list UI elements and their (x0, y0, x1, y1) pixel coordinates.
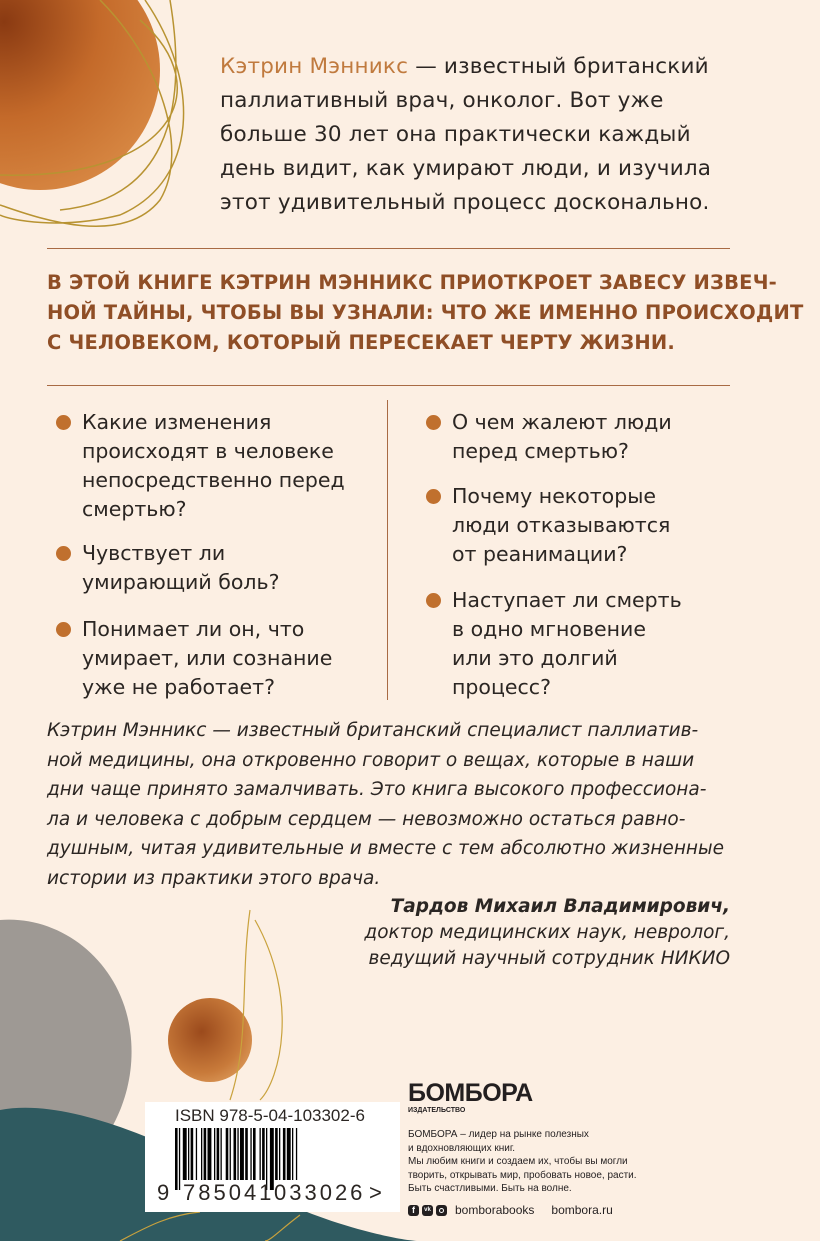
reviewer-title: ведущий научный сотрудник НИКИО (368, 948, 730, 969)
question-line: умирающий боль? (82, 570, 280, 594)
publisher-text: творить, открывать мир, пробовать новое, расти. (408, 1169, 637, 1181)
barcode-bar (179, 1128, 180, 1190)
barcode-bar (253, 1128, 256, 1180)
question-line: Какие изменения (82, 410, 272, 434)
question-line: перед смертью? (452, 439, 629, 463)
review-quote (47, 716, 724, 894)
barcode-bar (191, 1128, 194, 1180)
publisher-block (408, 1080, 637, 1217)
bullet-icon (56, 415, 71, 430)
question-line: люди отказываются (452, 513, 671, 537)
quote-line: дни чаще принято замалчивать. Это книга высокого профессиона- (47, 779, 707, 801)
question-item (452, 482, 670, 569)
barcode-bar (175, 1128, 178, 1190)
barcode-bar (208, 1128, 212, 1180)
barcode-bar (240, 1128, 244, 1180)
question-line: умирает, или сознание (82, 646, 333, 670)
barcode-digits: 785041 (183, 1180, 275, 1205)
barcode-bar (292, 1128, 293, 1180)
barcode-bar (287, 1128, 291, 1180)
question-line: смертью? (82, 497, 187, 521)
orange-watercolor-blob (0, 0, 160, 190)
question-line: уже не работает? (82, 675, 275, 699)
question-line: Наступает ли смерть (452, 588, 682, 612)
question-item (452, 408, 672, 466)
barcode-bar (183, 1128, 187, 1180)
barcode-bar (188, 1128, 189, 1180)
intro-line: больше 30 лет она практически каждый (220, 122, 691, 147)
lead-line: В ЭТОЙ КНИГЕ КЭТРИН МЭННИКС ПРИОТКРОЕТ ЗАВЕСУ ИЗВЕЧ- (47, 271, 777, 294)
barcode-bar (260, 1128, 261, 1180)
question-line: или это долгий (452, 646, 618, 670)
website-link[interactable]: bombora.ru (551, 1202, 613, 1217)
bullet-icon (426, 489, 441, 504)
question-line: О чем жалеют люди (452, 410, 672, 434)
question-line: происходят в человеке (82, 439, 334, 463)
divider (47, 385, 730, 386)
question-line: процесс? (452, 675, 551, 699)
barcode-bar (237, 1128, 238, 1180)
quote-line: ной медицины, она откровенно говорит о вещах, которые в наши (47, 749, 695, 771)
author-intro (220, 50, 711, 220)
social-handle[interactable]: bomborabooks (455, 1202, 535, 1217)
lead-line: С ЧЕЛОВЕКОМ, КОТОРЫЙ ПЕРЕСЕКАЕТ ЧЕРТУ ЖИЗНИ. (47, 331, 675, 354)
question-item (452, 586, 682, 702)
bullet-icon (56, 546, 71, 561)
publisher-text: и вдохновляющих книг. (408, 1142, 516, 1154)
quote-line: Кэтрин Мэнникс — известный британский специалист паллиатив- (47, 720, 699, 741)
intro-line: день видит, как умирают люди, и изучила (220, 156, 712, 181)
barcode-bar (234, 1128, 237, 1180)
quote-line: душным, читая удивительные и вместе с тем абсолютно жизненные (47, 838, 724, 860)
quote-line: ла и человека с добрым сердцем — невозможно остаться равно- (47, 808, 686, 830)
question-line: от реанимации? (452, 542, 628, 566)
publisher-logo: БОМБОРА (408, 1079, 533, 1107)
facebook-icon[interactable]: f (408, 1205, 419, 1216)
quote-line: истории из практики этого врача. (47, 867, 381, 889)
barcode-digits: 033026 (274, 1180, 366, 1205)
bullet-icon (426, 415, 441, 430)
question-line: Понимает ли он, что (82, 617, 305, 641)
barcode-bar (226, 1128, 229, 1180)
barcode-bar (275, 1128, 278, 1180)
publisher-text: Мы любим книги и создаем их, чтобы вы могли (408, 1156, 628, 1167)
barcode-bar (230, 1128, 231, 1180)
barcode-bar (201, 1128, 202, 1180)
barcode-bar (196, 1128, 197, 1180)
question-line: Почему некоторые (452, 484, 657, 508)
column-divider (387, 400, 388, 700)
barcode-digit: 9 (157, 1180, 173, 1205)
question-item (82, 408, 345, 524)
publisher-text: Быть счастливыми. Быть на волне. (408, 1183, 572, 1194)
intro-line: этот удивительный процесс досконально. (220, 190, 710, 215)
barcode-bar (204, 1128, 207, 1180)
barcode-bar (250, 1128, 251, 1180)
barcode-arrow: > (369, 1180, 385, 1205)
barcode-bar (262, 1128, 265, 1180)
quote-attribution (364, 894, 730, 972)
small-orange-blob (168, 998, 252, 1082)
question-line: в одно мгновение (452, 617, 646, 641)
intro-line: — известный британский (408, 54, 709, 79)
reviewer-title: доктор медицинских наук, невролог, (364, 922, 730, 943)
question-item (82, 615, 332, 702)
publisher-text: БОМБОРА – лидер на рынке полезных (408, 1129, 589, 1140)
reviewer-name: Тардов Михаил Владимирович, (390, 896, 730, 917)
instagram-icon[interactable] (436, 1205, 447, 1216)
lead-line: НОЙ ТАЙНЫ, ЧТОБЫ ВЫ УЗНАЛИ: ЧТО ЖЕ ИМЕННО ПРОИСХОДИТ (47, 301, 804, 324)
bullet-icon (426, 593, 441, 608)
lead-heading (47, 268, 803, 358)
intro-line: паллиативный врач, онколог. Вот уже (220, 88, 664, 113)
barcode-bar (245, 1128, 248, 1180)
barcode-bar (283, 1128, 286, 1180)
barcode-bar (296, 1128, 297, 1180)
question-line: непосредственно перед (82, 468, 345, 492)
isbn-label: ISBN 978-5-04-103302-6 (175, 1106, 365, 1125)
barcode-bar (221, 1128, 222, 1180)
bullet-icon (56, 622, 71, 637)
isbn-barcode-box (145, 1102, 400, 1212)
barcode-bar (217, 1128, 220, 1180)
publisher-logo-sub: ИЗДАТЕЛЬСТВО (408, 1107, 466, 1114)
divider (47, 248, 730, 249)
author-name: Кэтрин Мэнникс (220, 54, 409, 79)
vk-icon[interactable]: vk (422, 1205, 433, 1216)
question-item (82, 539, 279, 597)
barcode-bar (279, 1128, 280, 1180)
question-line: Чувствует ли (82, 541, 226, 565)
barcode-bar (214, 1128, 215, 1180)
